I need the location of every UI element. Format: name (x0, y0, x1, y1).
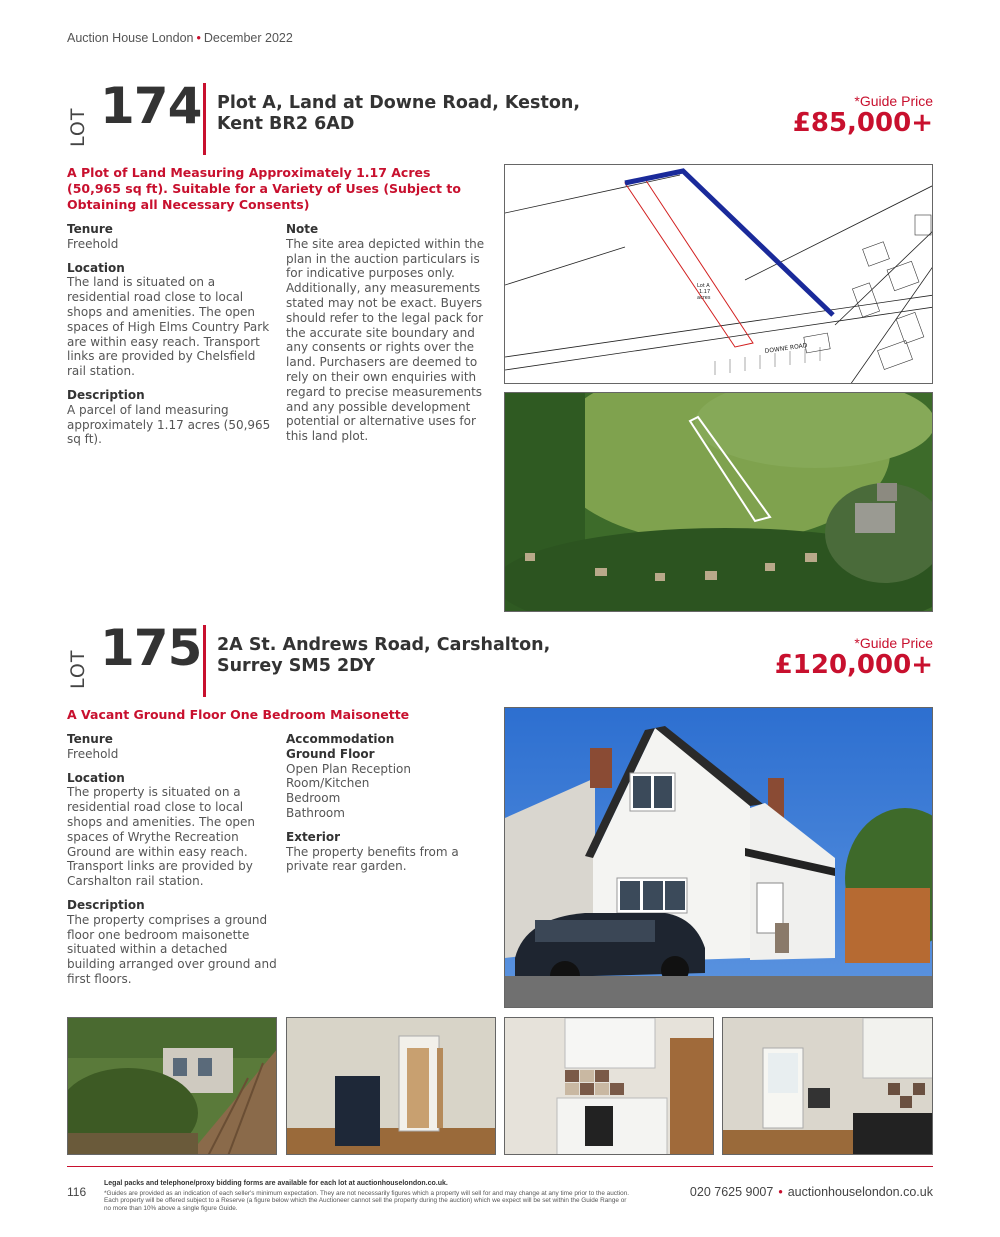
note-title: Note (286, 222, 319, 236)
tenure-value: Freehold (67, 746, 119, 761)
lot-174-left-column (67, 222, 277, 456)
bedroom-image (287, 1018, 496, 1155)
legal-notice-text: *Guides are provided as an indication of each seller's minimum expectation. They are not necessarily figures which a property will sell for and may change at any time prior to the auction. Each property will be offered subject to a Reserve (a figure below which the Auctioneer cannot sell the property during the auction) which we expect will be set within the Guide Range or no more than 10% above a single figure Guide. (104, 1189, 630, 1212)
kitchen-window-photo (722, 1017, 933, 1155)
ground-floor-title: Ground Floor (286, 746, 375, 761)
lot-label: LOT (67, 649, 89, 689)
garden-image (68, 1018, 277, 1155)
guide-price-value: £85,000+ (792, 108, 933, 138)
guide-price-label: *Guide Price (854, 93, 933, 109)
lot-address (217, 635, 550, 677)
lot-175-left-column (67, 732, 279, 996)
note-text: The site area depicted within the plan in the auction particulars is for indicative purposes only. Additionally, any measurements stated may not be exact. Buyers should refer to the legal pack for the accurate site boundary and any consents or rights over the land. Purchasers are deemed to rely on their own enquiries with regard to precise measurements and any possible development potential or alternative uses for this land plot. (286, 236, 485, 444)
phone-number[interactable]: 020 7625 9007 (689, 1185, 774, 1199)
location-text: The land is situated on a residential road close to local shops and amenities. The open spaces of High Elms Country Park are within easy reach. Transport links are provided by Chelsfield rail station. (67, 275, 270, 379)
description-title: Description (67, 387, 145, 402)
page-number: 116 (67, 1185, 87, 1199)
accommodation-title: Accommodation (286, 732, 395, 746)
separator-dot: • (778, 1185, 783, 1199)
legal-notice (104, 1180, 634, 1212)
location-text: The property is situated on a residential road close to local shops and amenities. The open spaces of Wrythe Recreation Ground are within easy reach. Transport links are provided by Carshalton rail station. (67, 785, 256, 889)
location-title: Location (67, 260, 125, 275)
tenure-title: Tenure (67, 222, 113, 236)
lot-number: 174 (100, 77, 202, 135)
lot-175-headline: A Vacant Ground Floor One Bedroom Maisonette (67, 707, 410, 722)
legal-notice-bold: Legal packs and telephone/proxy bidding forms are available for each lot at auctionhouselondon.co.uk. (104, 1180, 448, 1187)
issue-date: December 2022 (203, 31, 293, 45)
lot-divider (203, 625, 206, 697)
map-road-label: DOWNE ROAD (764, 342, 808, 355)
tenure-title: Tenure (67, 732, 113, 746)
room-item: Bathroom (286, 805, 345, 820)
lot-number: 175 (100, 619, 202, 677)
website-link[interactable]: auctionhouselondon.co.uk (787, 1185, 933, 1199)
guide-price-label: *Guide Price (854, 635, 933, 651)
exterior-title: Exterior (286, 829, 341, 844)
site-plan-drawing (505, 165, 933, 384)
kitchen-photo (504, 1017, 714, 1155)
address-line-1: 2A St. Andrews Road, Carshalton, (217, 635, 551, 655)
room-item: Bedroom (286, 791, 341, 806)
site-plan-map (504, 164, 933, 384)
room-item: Open Plan Reception Room/Kitchen (286, 761, 411, 791)
map-lot-label: Lot A (697, 283, 710, 289)
lot-174-headline: A Plot of Land Measuring Approximately 1.17 Acres (50,965 sq ft). Suitable for a Variety of Uses (Subject to Obtaining all Necessary Consents) (67, 165, 461, 212)
lot-175-header (67, 619, 933, 695)
lot-label: LOT (67, 107, 89, 147)
running-header (67, 31, 293, 45)
footer-contact (690, 1185, 933, 1199)
map-acres-label: acres (697, 295, 711, 301)
address-line-1: Plot A, Land at Downe Road, Keston, (217, 93, 580, 113)
exterior-text: The property benefits from a private rear garden. (286, 844, 459, 874)
separator-dot: • (196, 31, 201, 45)
aerial-photo-image (505, 393, 933, 612)
guide-price-value: £120,000+ (774, 650, 933, 680)
lot-address (217, 93, 580, 135)
bedroom-photo (286, 1017, 496, 1155)
guide-price-block (775, 635, 933, 679)
tenure-value: Freehold (67, 236, 119, 251)
lot-divider (203, 83, 206, 155)
lot-174-header (67, 77, 933, 153)
aerial-photo (504, 392, 933, 612)
lot-175-right-column (286, 732, 498, 883)
guide-price-block (793, 93, 933, 137)
description-text: The property comprises a ground floor one bedroom maisonette situated within a detached building arranged over ground and first floors. (67, 912, 277, 986)
map-acres-value: 1.17 (699, 289, 711, 295)
property-exterior-photo (504, 707, 933, 1008)
property-exterior-image (505, 708, 933, 1008)
lot-174-right-column (286, 222, 496, 453)
garden-photo (67, 1017, 277, 1155)
address-line-2: Surrey SM5 2DY (217, 656, 376, 676)
description-text: A parcel of land measuring approximately 1.17 acres (50,965 sq ft). (67, 402, 271, 447)
footer-divider (67, 1166, 933, 1167)
publisher-name: Auction House London (67, 31, 194, 45)
address-line-2: Kent BR2 6AD (217, 114, 355, 134)
kitchen-image (505, 1018, 714, 1155)
description-title: Description (67, 897, 145, 912)
location-title: Location (67, 770, 125, 785)
kitchen-window-image (723, 1018, 933, 1155)
